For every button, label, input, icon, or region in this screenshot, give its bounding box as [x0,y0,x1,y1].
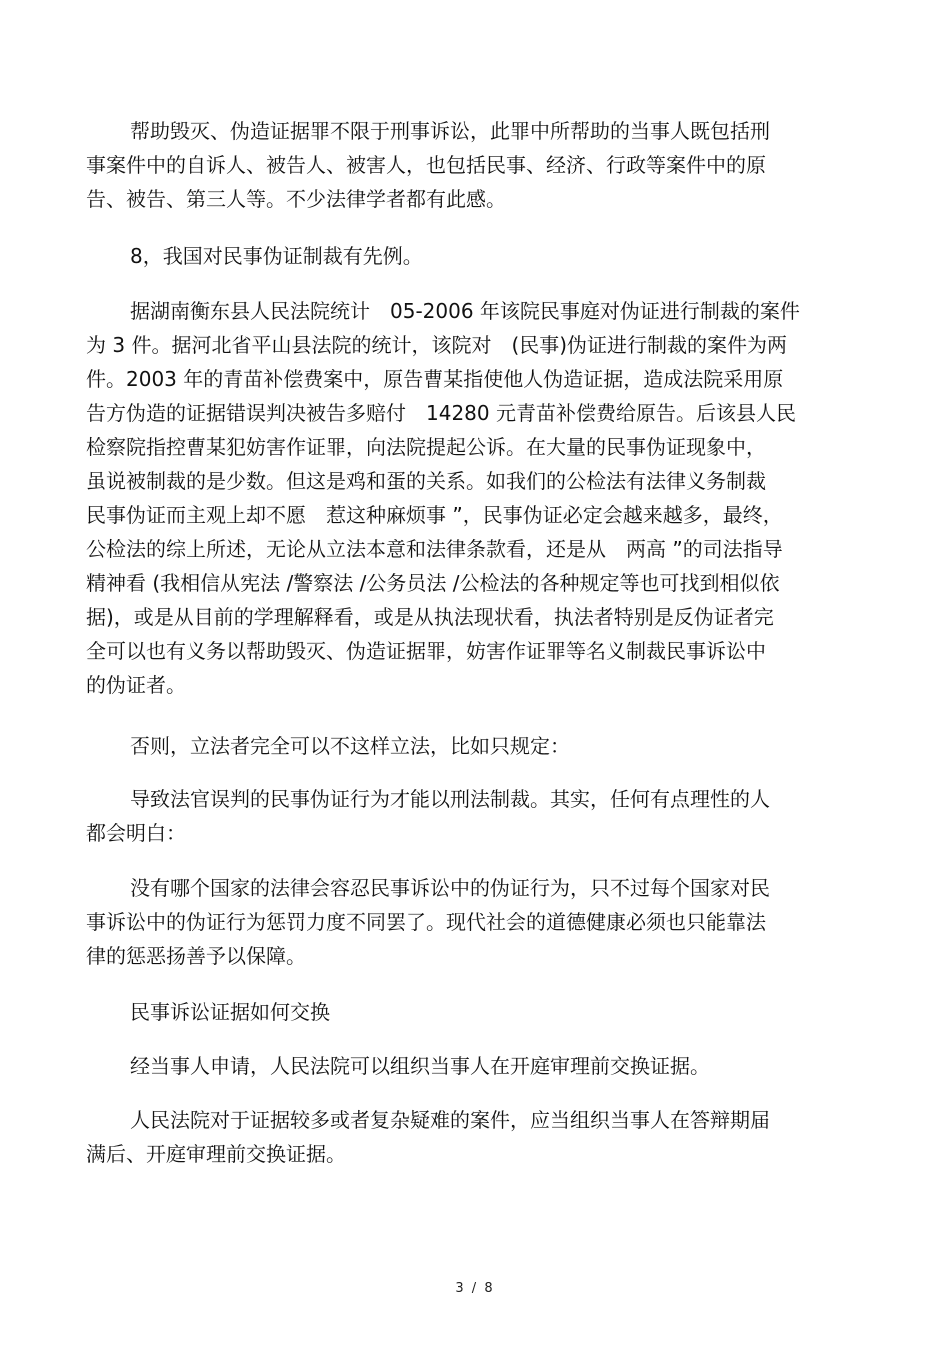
paragraph-7 [86,995,846,1029]
text-line: 检察院指控曹某犯妨害作证罪，向法院提起公诉。在大量的民事伪证现象中， [86,435,766,459]
text-line: 虽说被制裁的是少数。但这是鸡和蛋的关系。如我们的公检法有法律义务制裁 [86,469,766,493]
paragraph-2 [86,239,846,273]
text-line: 件。2003 年的青苗补偿费案中，原告曹某指使他人伪造证据，造成法院采用原 [86,367,784,391]
page-number: 3 / 8 [455,1281,495,1296]
text-line: 事案件中的自诉人、被告人、被害人，也包括民事、经济、行政等案件中的原 [86,153,766,177]
text-line: 经当事人申请，人民法院可以组织当事人在开庭审理前交换证据。 [130,1054,710,1078]
paragraph-8 [86,1049,846,1083]
text-line: 都会明白： [86,821,186,845]
paragraph-5 [86,782,846,850]
text-line: 否则，立法者完全可以不这样立法，比如只规定： [130,734,570,758]
text-line: 民事诉讼证据如何交换 [130,1000,330,1024]
text-line: 导致法官误判的民事伪证行为才能以刑法制裁。其实，任何有点理性的人 [130,787,770,811]
paragraph-1 [86,114,846,216]
text-line: 的伪证者。 [86,673,186,697]
text-line: 精神看 (我相信从宪法 /警察法 /公务员法 /公检法的各种规定等也可找到相似依 [86,571,780,595]
text-line: 没有哪个国家的法律会容忍民事诉讼中的伪证行为，只不过每个国家对民 [130,876,770,900]
paragraph-9 [86,1103,846,1171]
text-line: 据湖南衡东县人民法院统计 05-2006 年该院民事庭对伪证进行制裁的案件 [130,299,800,323]
text-line: 人民法院对于证据较多或者复杂疑难的案件，应当组织当事人在答辩期届 [130,1108,770,1132]
text-line: 全可以也有义务以帮助毁灭、伪造证据罪，妨害作证罪等名义制裁民事诉讼中 [86,639,766,663]
text-line: 民事伪证而主观上却不愿 惹这种麻烦事 ”，民事伪证必定会越来越多，最终， [86,503,783,527]
paragraph-6 [86,871,846,973]
text-line: 8，我国对民事伪证制裁有先例。 [130,244,423,268]
paragraph-3 [86,294,846,702]
text-line: 律的惩恶扬善予以保障。 [86,944,306,968]
text-line: 公检法的综上所述，无论从立法本意和法律条款看，还是从 两高 ”的司法指导 [86,537,783,561]
text-line: 事诉讼中的伪证行为惩罚力度不同罢了。现代社会的道德健康必须也只能靠法 [86,910,766,934]
text-line: 告方伪造的证据错误判决被告多赔付 14280 元青苗补偿费给原告。后该县人民 [86,401,796,425]
text-line: 为 3 件。据河北省平山县法院的统计，该院对 (民事)伪证进行制裁的案件为两 [86,333,788,357]
text-line: 告、被告、第三人等。不少法律学者都有此感。 [86,187,506,211]
text-line: 帮助毁灭、伪造证据罪不限于刑事诉讼，此罪中所帮助的当事人既包括刑 [130,119,770,143]
text-line: 据)，或是从目前的学理解释看，或是从执法现状看，执法者特别是反伪证者完 [86,605,774,629]
text-line: 满后、开庭审理前交换证据。 [86,1142,346,1166]
paragraph-4 [86,729,846,763]
